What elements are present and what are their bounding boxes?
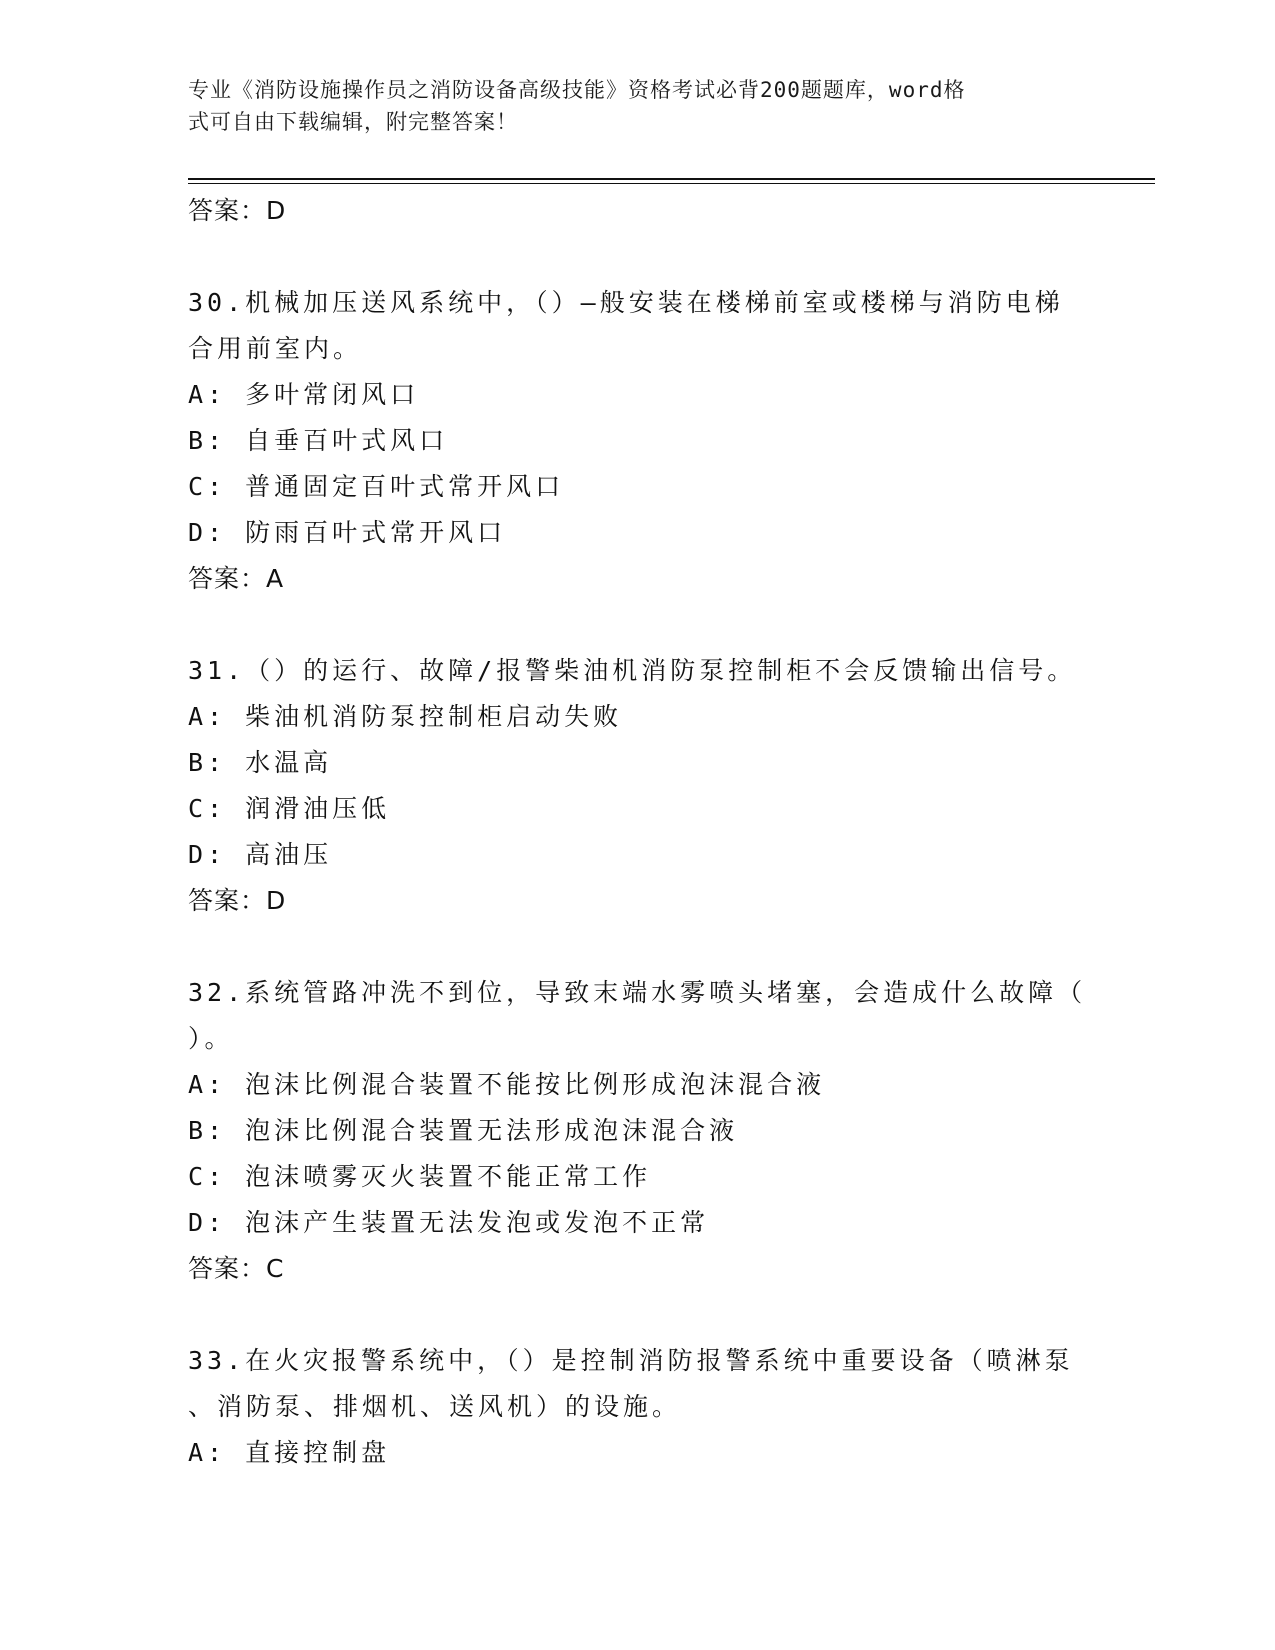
question-30-text-1: 30.机械加压送风系统中，（）—般安装在楼梯前室或楼梯与消防电梯 [188,288,1064,317]
question-30-text-2: 合用前室内。 [188,334,363,363]
question-30-option-b: B: 自垂百叶式风口 [188,426,449,455]
question-33-text-2: 、消防泵、排烟机、送风机）的设施。 [188,1392,682,1421]
header-line-1: 专业《消防设施操作员之消防设备高级技能》资格考试必背200题题库，word格 [188,78,966,102]
question-32-text-2: ）。 [188,1024,234,1053]
question-32 [188,970,1088,1292]
answer-30: 答案：A [188,564,285,593]
question-32-option-d: D: 泡沫产生装置无法发泡或发泡不正常 [188,1208,710,1237]
question-31-text-1: 31.（）的运行、故障/报警柴油机消防泵控制柜不会反馈输出信号。 [188,656,1077,685]
question-30-option-c: C: 普通固定百叶式常开风口 [188,472,565,501]
question-33-text-1: 33.在火灾报警系统中，（）是控制消防报警系统中重要设备（喷淋泵 [188,1346,1074,1375]
answer-32: 答案：C [188,1254,285,1283]
question-31-option-a: A: 柴油机消防泵控制柜启动失败 [188,702,623,731]
question-30 [188,280,1088,602]
question-31-option-b: B: 水温高 [188,748,333,777]
question-33-option-a: A: 直接控制盘 [188,1438,391,1467]
header-rule-thin [188,183,1155,184]
question-list [188,188,1088,1476]
question-32-option-c: C: 泡沫喷雾灭火装置不能正常工作 [188,1162,652,1191]
question-30-option-d: D: 防雨百叶式常开风口 [188,518,507,547]
question-33 [188,1338,1088,1476]
question-32-text-1: 32.系统管路冲洗不到位，导致末端水雾喷头堵塞，会造成什么故障（ [188,978,1087,1007]
question-31 [188,648,1088,924]
question-32-option-b: B: 泡沫比例混合装置无法形成泡沫混合液 [188,1116,739,1145]
question-32-option-a: A: 泡沫比例混合装置不能按比例形成泡沫混合液 [188,1070,826,1099]
header-rule-thick [188,178,1155,180]
answer-31: 答案：D [188,886,287,915]
question-31-option-d: D: 高油压 [188,840,333,869]
question-31-option-c: C: 润滑油压低 [188,794,391,823]
answer-29: 答案：D [188,196,287,225]
header-line-2: 式可自由下载编辑，附完整答案！ [188,110,518,134]
document-header [188,74,1068,138]
question-30-option-a: A: 多叶常闭风口 [188,380,420,409]
